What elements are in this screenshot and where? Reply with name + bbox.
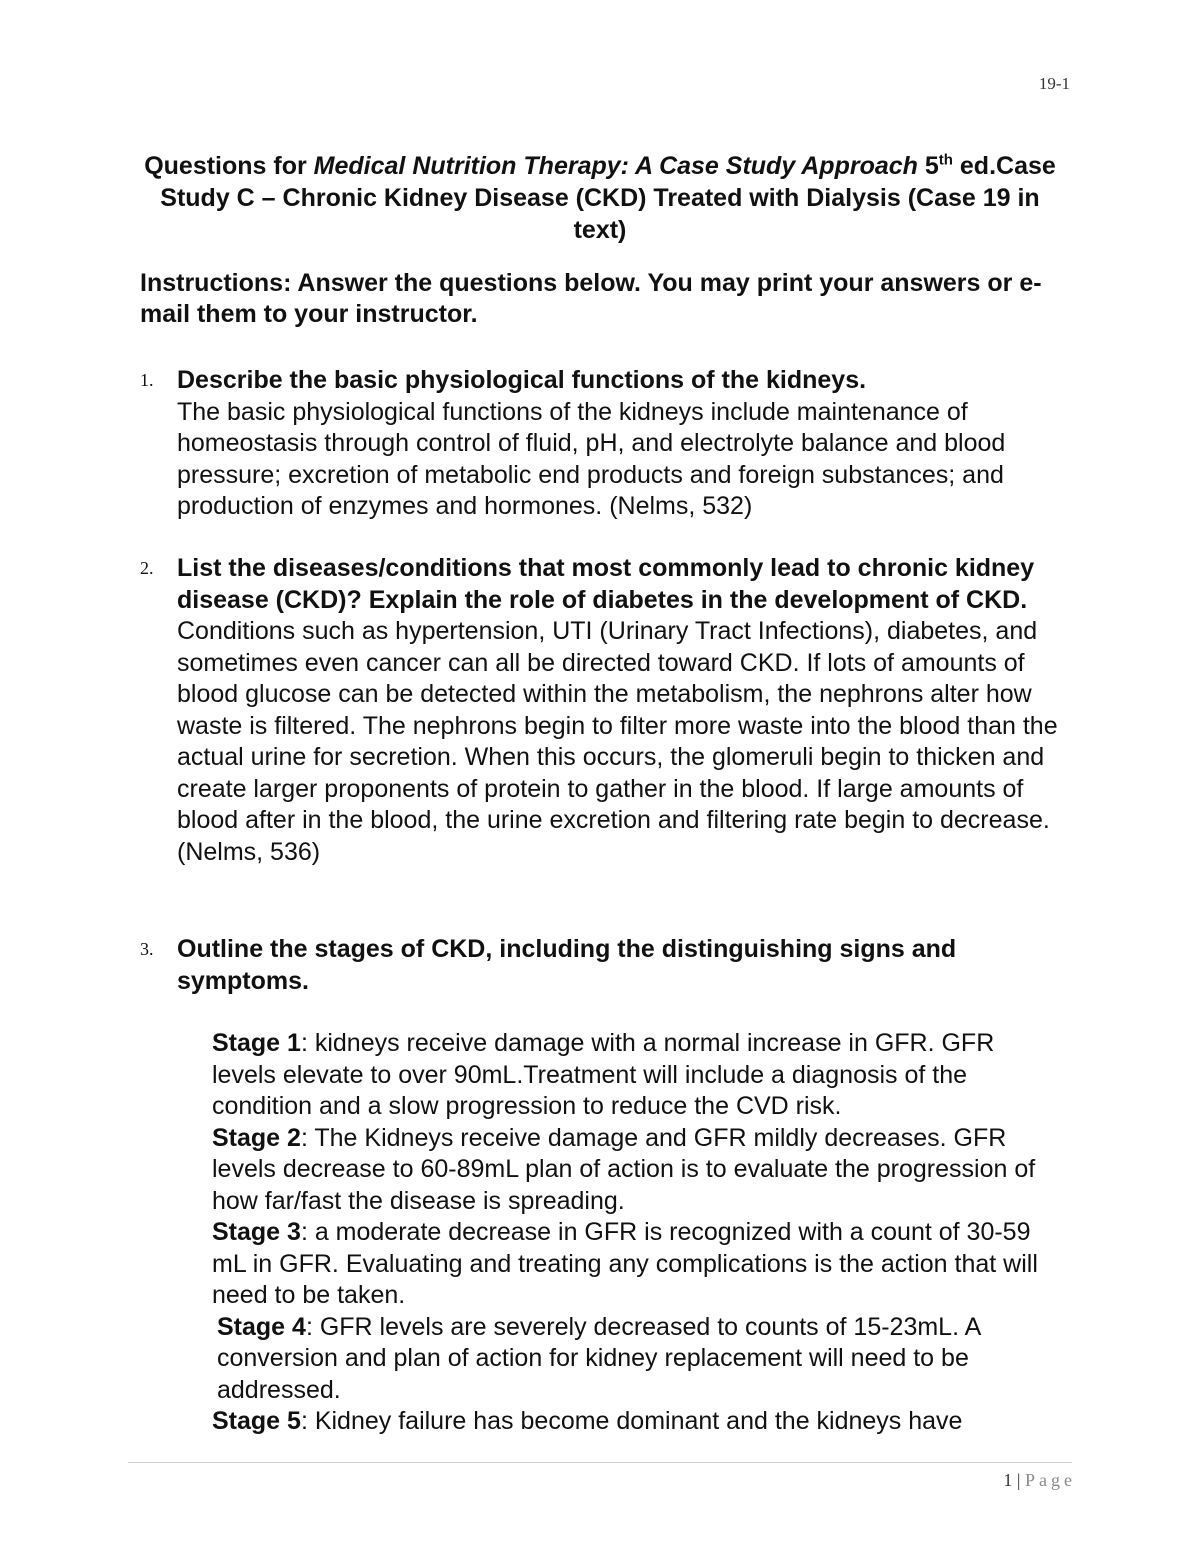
answer-text: The basic physiological functions of the kidneys include maintenance of homeostasis through control of fluid, pH, and electrolyte balance and blood pressure; excretion of metabolic end products and foreign substances; and production of enzymes and hormones. (Nelms, 532) (177, 397, 1006, 520)
title-edition-superscript: th (938, 151, 953, 169)
footer-separator: | (1012, 1470, 1025, 1490)
stage-label: Stage 2 (212, 1123, 301, 1152)
question-number: 3. (140, 939, 154, 959)
stage-4 (212, 1312, 1052, 1407)
stage-description: : a moderate decrease in GFR is recognized with a count of 30-59 mL in GFR. Evaluating and treating any complications is the action that will need to be taken. (212, 1218, 1038, 1309)
stage-description: : The Kidneys receive damage and GFR mildly decreases. GFR levels decrease to 60-89mL plan of action is to evaluate the progression of how far/fast the disease is spreading. (212, 1123, 1036, 1215)
header-page-ref: 19-1 (1038, 74, 1070, 93)
question-3 (140, 934, 1060, 997)
stage-3 (212, 1217, 1052, 1312)
stage-1 (212, 1028, 1052, 1123)
footer-page-num: 1 (1003, 1470, 1013, 1490)
question-1 (140, 365, 1060, 523)
stage-description: : Kidney failure has become dominant and the kidneys have (300, 1407, 963, 1435)
footer-page-label: Page (1025, 1470, 1076, 1490)
stage-description: : GFR levels are severely decreased to counts of 15-23mL. A conversion and plan of action for kidney replacement will need to be addressed. (217, 1312, 980, 1404)
title-prefix: Questions for (144, 152, 314, 180)
instructions: Instructions: Answer the questions below. You may print your answers or e-mail them to your instructor. (140, 269, 1042, 328)
question-number: 1. (140, 370, 154, 390)
title-book-name: Medical Nutrition Therapy: A Case Study Approach (313, 152, 918, 180)
stage-description: : kidneys receive damage with a normal increase in GFR. GFR levels elevate to over 90mL.Treatment will include a diagnosis of the condition and a slow progression to reduce the CVD risk. (212, 1029, 995, 1120)
stage-2 (212, 1123, 1052, 1218)
question-number: 2. (140, 558, 154, 578)
title-edition-number: 5 (917, 152, 939, 180)
question-text: Describe the basic physiological functions of the kidneys. (177, 366, 867, 394)
footer-page-number (1003, 1470, 1076, 1491)
document-title (140, 150, 1060, 246)
answer-text: Conditions such as hypertension, UTI (Urinary Tract Infections), diabetes, and sometimes even cancer can all be directed toward CKD. If lots of amounts of blood glucose can be detected within the metabolism, the nephrons alter how waste is filtered. The nephrons begin to filter more waste into the blood than the actual urine for secretion. When this occurs, the glomeruli begin to thicken and create larger proponents of protein to gather in the blood. If large amounts of blood after in the blood, the urine excretion and filtering rate begin to decrease. (Nelms, 536) (177, 617, 1058, 866)
stage-label: Stage 5 (212, 1407, 301, 1435)
ckd-stages-list (212, 1028, 1052, 1438)
question-text: Outline the stages of CKD, including the distinguishing signs and symptoms. (177, 935, 957, 995)
question-2 (140, 553, 1060, 868)
stage-label: Stage 4 (217, 1312, 306, 1341)
stage-label: Stage 1 (212, 1029, 301, 1057)
title-suffix: ed.Case Study C – Chronic Kidney Disease (CKD) Treated with Dialysis (Case 19 in text) (160, 152, 1056, 244)
stage-5 (212, 1406, 1052, 1438)
question-text: List the diseases/conditions that most commonly lead to chronic kidney disease (CKD)? Explain the role of diabetes in the development of CKD. (177, 554, 1035, 614)
stage-label: Stage 3 (212, 1218, 301, 1246)
footer-divider (128, 1462, 1072, 1463)
